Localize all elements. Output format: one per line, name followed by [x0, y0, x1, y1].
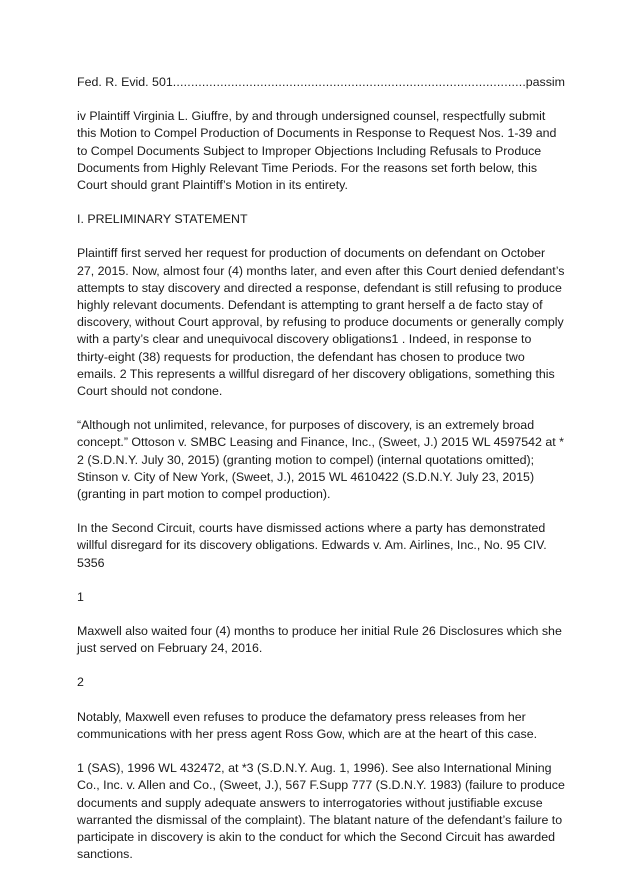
body-paragraph-1: Plaintiff first served her request for production of documents on defendant on October 27, 2015. Now, almost four (4) months later, and even after this Court denied defendant’s attempts to stay discovery and directed a response, defendant is still refusing to produce highly relevant documents. Defendant is attempting to grant herself a de facto stay of discovery, without Court approval, by refusing to produce documents or generally comply with a party’s clear and unequivocal discovery obligations1 . Indeed, in response to thirty-eight (38) requests for production, the defendant has chosen to produce two emails. 2 This represents a willful disregard of her discovery obligations, something this Court should not condone. — [77, 246, 565, 399]
footnote-1-text: Maxwell also waited four (4) months to produce her initial Rule 26 Disclosures which she just served on February 24, 2016. — [77, 624, 562, 656]
body-paragraph-4: 1 (SAS), 1996 WL 432472, at *3 (S.D.N.Y. Aug. 1, 1996). See also International Mining Co., Inc. v. Allen and Co., (Sweet, J.), 567 F.Supp 777 (S.D.N.Y. 1983) (failure to produce documents and supply adequate answers to interrogatories without justifiable excuse warranted the dismissal of the complaint). The blatant nature of the defendant’s failure to participate in discovery is akin to the conduct for which the Second Circuit has awarded sanctions. — [77, 761, 565, 862]
document-page — [77, 74, 565, 880]
footnote-2-marker: 2 — [77, 675, 84, 690]
toc-entry-page: passim — [525, 75, 565, 89]
body-paragraph-2: “Although not unlimited, relevance, for purposes of discovery, is an extremely broad concept.” Ottoson v. SMBC Leasing and Finance, Inc., (Sweet, J.) 2015 WL 4597542 at * 2 (S.D.N.Y. July 30, 2015) (granting motion to compel) (internal quotations omitted); Stinson v. City of New York, (Sweet, J.), 2015 WL 4610422 (S.D.N.Y. July 23, 2015) (granting in part motion to compel production). — [77, 418, 564, 502]
footnote-2-text: Notably, Maxwell even refuses to produce the defamatory press releases from her communications with her press agent Ross Gow, which are at the heart of this case. — [77, 709, 538, 741]
section-heading: I. PRELIMINARY STATEMENT — [77, 212, 248, 227]
body-paragraph-3: In the Second Circuit, courts have dismissed actions where a party has demonstrated willful disregard for its discovery obligations. Edwards v. Am. Airlines, Inc., No. 95 CIV. 5356 — [77, 521, 547, 570]
toc-entry — [77, 74, 565, 91]
footnote-1-marker: 1 — [77, 589, 84, 604]
toc-dot-leader — [173, 74, 526, 91]
intro-paragraph: iv Plaintiff Virginia L. Giuffre, by and through undersigned counsel, respectfully submit this Motion to Compel Production of Documents in Response to Request Nos. 1-39 and to Compel Documents Subject to Improper Objections Including Refusals to Produce Documents from Highly Relevant Time Periods. For the reasons set forth below, this Court should grant Plaintiff’s Motion in its entirety. — [77, 109, 557, 193]
toc-entry-label: Fed. R. Evid. 501 — [77, 75, 173, 89]
